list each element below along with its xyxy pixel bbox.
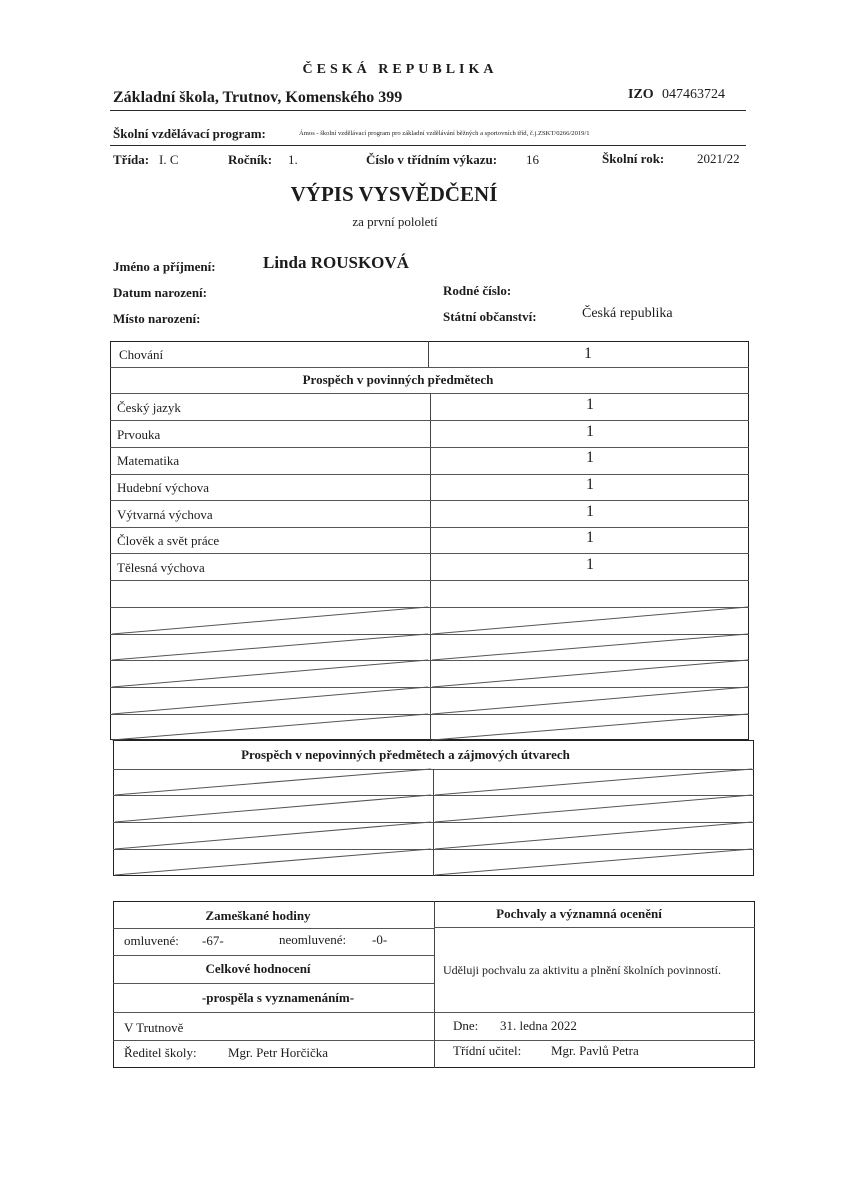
- subject-grade: 1: [586, 529, 594, 546]
- teacher-label: Třídní učitel:: [453, 1043, 522, 1058]
- absence-header: Zameškané hodiny: [205, 908, 311, 923]
- subject-name: Člověk a svět práce: [117, 533, 220, 548]
- excused-label: omluvené:: [124, 933, 179, 948]
- behavior-label: Chování: [119, 347, 164, 362]
- director-name: Mgr. Petr Horčička: [228, 1045, 329, 1060]
- school-name: Základní škola, Trutnov, Komenského 399: [113, 89, 403, 106]
- subject-name: Matematika: [117, 453, 180, 468]
- trida-label: Třída:: [113, 152, 150, 167]
- birth-date-label: Datum narození:: [113, 285, 208, 300]
- subject-name: Prvouka: [117, 427, 161, 442]
- place: V Trutnově: [124, 1020, 184, 1035]
- document-title: VÝPIS VYSVĚDČENÍ: [290, 182, 498, 206]
- subject-name: Český jazyk: [117, 400, 181, 415]
- rodne-cislo-label: Rodné číslo:: [443, 283, 512, 298]
- subject-grade: 1: [586, 449, 594, 466]
- citizenship-value: Česká republika: [582, 306, 673, 321]
- subject-name: Hudební výchova: [117, 480, 210, 495]
- unexcused-label: neomluvené:: [279, 932, 347, 947]
- country-heading: ČESKÁ REPUBLIKA: [302, 62, 498, 77]
- citizenship-label: Státní občanství:: [443, 309, 537, 324]
- subject-name: Výtvarná výchova: [117, 507, 213, 522]
- optional-subjects-header: Prospěch v nepovinných předmětech a zájmových útvarech: [241, 747, 570, 762]
- program-value: Ámos - školní vzdělávací program pro základní vzdělávání běžných a sportovních tříd, č.j.ZSKT/0266/2019/1: [299, 130, 590, 137]
- director-label: Ředitel školy:: [124, 1045, 197, 1060]
- overall-value: -prospěla s vyznamenáním-: [201, 990, 355, 1005]
- rocnik-label: Ročník:: [228, 152, 273, 167]
- student-name: Linda ROUSKOVÁ: [263, 253, 409, 272]
- behavior-grade: 1: [584, 345, 592, 362]
- date-value: 31. ledna 2022: [500, 1018, 577, 1033]
- subject-name: Tělesná výchova: [117, 560, 205, 575]
- program-label: Školní vzdělávací program:: [113, 126, 266, 141]
- subject-grade: 1: [586, 476, 594, 493]
- mandatory-subjects-header: Prospěch v povinných předmětech: [302, 372, 494, 387]
- trida-value: I. C: [159, 152, 179, 167]
- praise-text: Uděluji pochvalu za aktivitu a plnění školních povinností.: [443, 963, 721, 977]
- subject-grade: 1: [586, 396, 594, 413]
- rok-label: Školní rok:: [602, 151, 665, 166]
- cislo-value: 16: [526, 152, 539, 167]
- name-label: Jméno a příjmení:: [113, 259, 216, 274]
- rocnik-value: 1.: [288, 152, 298, 167]
- rok-value: 2021/22: [697, 151, 740, 166]
- subject-grade: 1: [586, 556, 594, 573]
- birth-place-label: Místo narození:: [113, 311, 201, 326]
- izo-label: IZO: [628, 87, 654, 102]
- subject-grade: 1: [586, 423, 594, 440]
- teacher-name: Mgr. Pavlů Petra: [551, 1043, 639, 1058]
- overall-header: Celkové hodnocení: [205, 961, 311, 976]
- excused-value: -67-: [202, 933, 224, 948]
- document-subtitle: za první pololetí: [352, 214, 438, 229]
- praise-header: Pochvaly a významná ocenění: [496, 906, 662, 921]
- izo-value: 047463724: [662, 87, 725, 102]
- date-label: Dne:: [453, 1018, 479, 1033]
- cislo-label: Číslo v třídním výkazu:: [366, 152, 498, 167]
- unexcused-value: -0-: [372, 932, 388, 947]
- subject-grade: 1: [586, 503, 594, 520]
